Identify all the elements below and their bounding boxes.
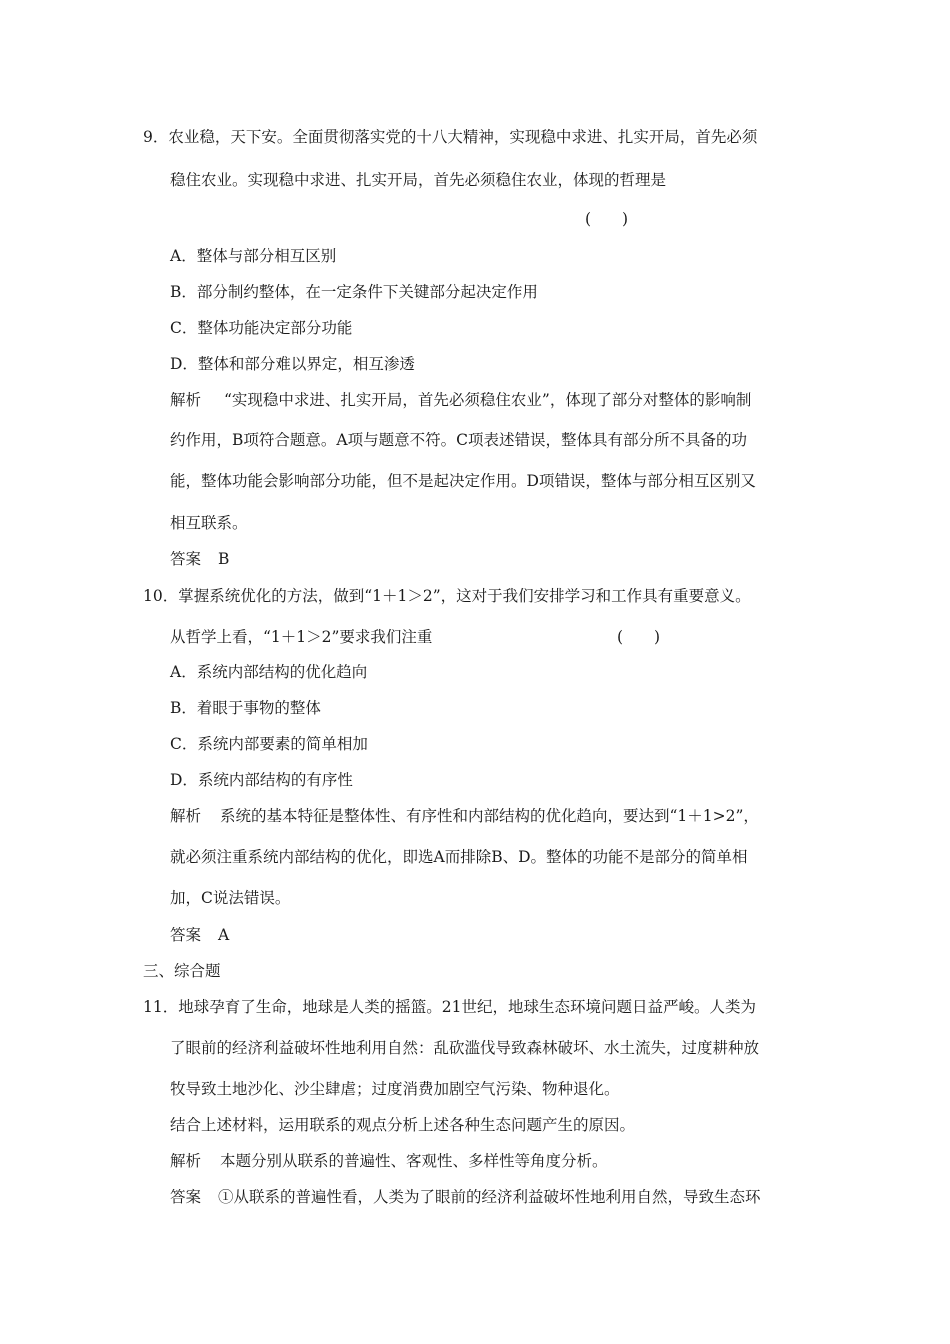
q9-answer-value: B bbox=[218, 550, 230, 568]
section-heading: 三、综合题 bbox=[143, 962, 221, 980]
q11-stem-line3: 牧导致土地沙化、沙尘肆虐；过度消费加剧空气污染、物种退化。 bbox=[170, 1080, 620, 1098]
q10-analysis-line3: 加，C说法错误。 bbox=[170, 889, 291, 907]
q11-stem-line2: 了眼前的经济利益破坏性地利用自然：乱砍滥伐导致森林破坏、水土流失，过度耕种放 bbox=[170, 1039, 760, 1057]
q10-stem-line2: 从哲学上看，“1＋1＞2”要求我们注重 bbox=[170, 628, 433, 646]
q10-analysis-text1: 系统的基本特征是整体性、有序性和内部结构的优化趋向，要达到“1＋1>2”， bbox=[220, 807, 759, 825]
q11-analysis-label: 解析 bbox=[170, 1152, 202, 1170]
q10-option-d: D．系统内部结构的有序性 bbox=[170, 771, 353, 789]
q11-answer-text1: ①从联系的普遍性看，人类为了眼前的经济利益破坏性地利用自然，导致生态环 bbox=[218, 1188, 761, 1206]
q11-stem-line4: 结合上述材料，运用联系的观点分析上述各种生态问题产生的原因。 bbox=[170, 1116, 636, 1134]
q10-answer-line bbox=[170, 925, 229, 945]
q9-option-c: C．整体功能决定部分功能 bbox=[170, 319, 353, 337]
q9-option-b: B．部分制约整体，在一定条件下关键部分起决定作用 bbox=[170, 283, 538, 301]
q9-analysis-line2: 约作用，B项符合题意。A项与题意不符。C项表述错误，整体具有部分所不具备的功 bbox=[170, 431, 747, 449]
q9-analysis-line3: 能，整体功能会影响部分功能，但不是起决定作用。D项错误，整体与部分相互区别又 bbox=[170, 472, 756, 490]
q9-analysis-label: 解析 bbox=[170, 391, 202, 409]
q11-answer-label: 答案 bbox=[170, 1188, 202, 1206]
q10-option-a: A．系统内部结构的优化趋向 bbox=[170, 663, 368, 681]
q9-answer-line bbox=[170, 549, 229, 569]
q10-option-c: C．系统内部要素的简单相加 bbox=[170, 735, 368, 753]
q9-analysis-text1: “实现稳中求进、扎实开局，首先必须稳住农业”，体现了部分对整体的影响制 bbox=[224, 391, 752, 409]
q9-answer-label: 答案 bbox=[170, 550, 202, 568]
q9-analysis-line1 bbox=[170, 390, 751, 410]
q10-answer-value: A bbox=[218, 926, 230, 944]
q11-analysis-text1: 本题分别从联系的普遍性、客观性、多样性等角度分析。 bbox=[220, 1152, 608, 1170]
q10-analysis-label: 解析 bbox=[170, 807, 202, 825]
q11-answer-line bbox=[170, 1187, 761, 1207]
q9-option-d: D．整体和部分难以界定，相互渗透 bbox=[170, 355, 415, 373]
q9-stem-line2: 稳住农业。实现稳中求进、扎实开局，首先必须稳住农业，体现的哲理是 bbox=[170, 171, 667, 189]
q9-option-a: A．整体与部分相互区别 bbox=[170, 247, 337, 265]
q10-stem-line1: 10．掌握系统优化的方法，做到“1＋1＞2”，这对于我们安排学习和工作具有重要意义。 bbox=[143, 587, 751, 605]
q10-analysis-line2: 就必须注重系统内部结构的优化，即选A而排除B、D。整体的功能不是部分的简单相 bbox=[170, 848, 748, 866]
q9-stem-line1: 9．农业稳，天下安。全面贯彻落实党的十八大精神，实现稳中求进、扎实开局，首先必须 bbox=[143, 128, 758, 146]
q10-option-b: B．着眼于事物的整体 bbox=[170, 699, 321, 717]
q11-stem-line1: 11．地球孕育了生命，地球是人类的摇篮。21世纪，地球生态环境问题日益严峻。人类为 bbox=[143, 998, 756, 1016]
q10-analysis-line1 bbox=[170, 806, 759, 826]
q9-analysis-line4: 相互联系。 bbox=[170, 514, 248, 532]
q9-answer-paren: ( ) bbox=[585, 210, 629, 228]
q10-answer-paren: ( ) bbox=[617, 628, 661, 646]
q10-answer-label: 答案 bbox=[170, 926, 202, 944]
q11-analysis-line1 bbox=[170, 1151, 608, 1171]
